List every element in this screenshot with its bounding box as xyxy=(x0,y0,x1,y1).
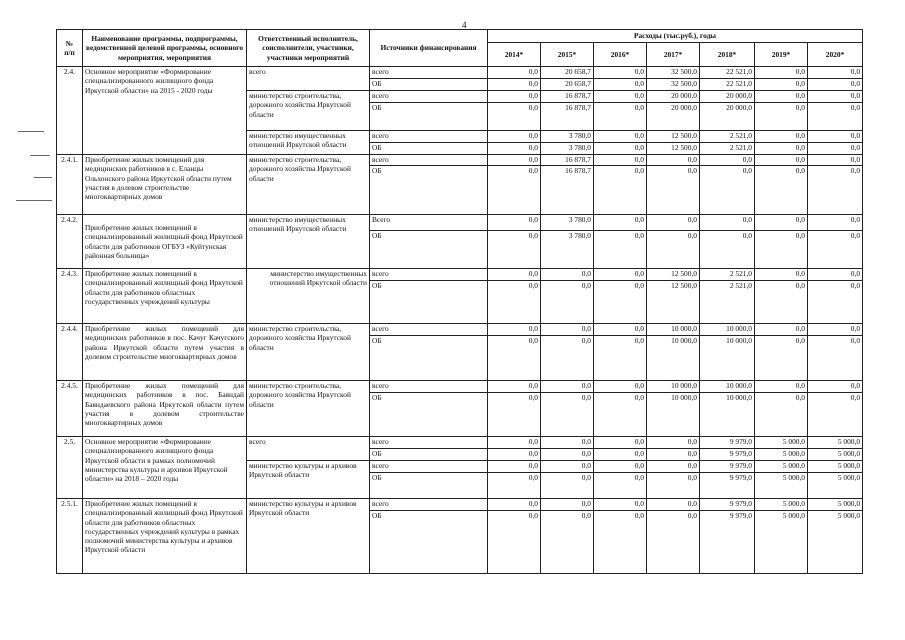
row-value: 20 000,0 xyxy=(700,103,755,131)
row-value: 20 000,0 xyxy=(700,91,755,103)
table-row xyxy=(57,381,863,393)
row-source: всего xyxy=(370,324,488,336)
row-source: всего xyxy=(370,461,488,473)
row-value: 0,0 xyxy=(808,381,863,393)
row-value: 0,0 xyxy=(594,67,647,79)
row-value: 0,0 xyxy=(488,231,541,269)
row-value: 0,0 xyxy=(594,381,647,393)
row-value: 0,0 xyxy=(594,461,647,473)
row-value: 0,0 xyxy=(755,143,808,155)
row-value: 0,0 xyxy=(594,511,647,574)
row-value: 0,0 xyxy=(488,449,541,461)
row-value: 10 000,0 xyxy=(700,381,755,393)
row-name: Приобретение жилых помещений для медицинских работников в пос. Баяндай Баяндаевского района Иркутской области путем участия в долевом строительстве многоквартирных домов xyxy=(83,381,247,437)
row-value: 5 000,0 xyxy=(808,499,863,511)
row-value: 3 780,0 xyxy=(541,215,594,231)
row-source: ОБ xyxy=(370,393,488,437)
header-executor: Ответственный исполнитель, соисполнители, участники, участники мероприятий xyxy=(247,30,370,67)
row-value: 0,0 xyxy=(488,103,541,131)
row-value: 0,0 xyxy=(647,231,700,269)
row-value: 0,0 xyxy=(647,499,700,511)
row-value: 10 000,0 xyxy=(700,336,755,381)
row-source: всего xyxy=(370,381,488,393)
row-source: ОБ xyxy=(370,103,488,131)
row-value: 12 500,0 xyxy=(647,269,700,281)
row-value: 0,0 xyxy=(488,155,541,166)
row-source: ОБ xyxy=(370,281,488,324)
row-value: 0,0 xyxy=(808,215,863,231)
row-value: 16 878,7 xyxy=(541,166,594,215)
row-value: 10 000,0 xyxy=(647,336,700,381)
row-name: Основное мероприятие «Формирование специализированного жилищного фонда Иркутской области» на 2015 - 2020 годы xyxy=(83,67,247,155)
row-value: 0,0 xyxy=(541,393,594,437)
row-name: Приобретение жилых помещений для медицинских работников в пос. Качуг Качугского района Иркутской области путем участия в долевом строительстве многоквартирных домов xyxy=(83,324,247,381)
row-value: 0,0 xyxy=(808,155,863,166)
row-value: 12 500,0 xyxy=(647,131,700,143)
row-value: 0,0 xyxy=(541,381,594,393)
table-row xyxy=(57,437,863,449)
row-name: Приобретение жилых помещений в специализированный жилищный фонд Иркутской области для работников ОГБУЗ «Куйтунская районная больница» xyxy=(83,215,247,269)
table-row xyxy=(57,324,863,336)
row-value: 5 000,0 xyxy=(755,449,808,461)
row-value: 0,0 xyxy=(594,449,647,461)
row-value: 0,0 xyxy=(755,336,808,381)
row-value: 20 658,7 xyxy=(541,79,594,91)
table-row xyxy=(57,269,863,281)
header-expenses: Расходы (тыс.руб.), годы xyxy=(488,30,863,43)
row-value: 10 000,0 xyxy=(647,381,700,393)
row-name: Приобретение жилых помещений в специализированный жилищный фонд Иркутской области для работников областных государственных учреждений культуры xyxy=(83,269,247,324)
row-value: 0,0 xyxy=(808,67,863,79)
row-source: всего xyxy=(370,91,488,103)
row-source: всего xyxy=(370,131,488,143)
row-value: 0,0 xyxy=(755,166,808,215)
row-value: 9 979,0 xyxy=(700,511,755,574)
row-value: 0,0 xyxy=(488,473,541,499)
row-value: 0,0 xyxy=(488,381,541,393)
row-value: 0,0 xyxy=(594,103,647,131)
row-value: 0,0 xyxy=(808,269,863,281)
row-value: 0,0 xyxy=(594,437,647,449)
row-value: 0,0 xyxy=(594,215,647,231)
row-value: 0,0 xyxy=(755,269,808,281)
row-value: 0,0 xyxy=(594,131,647,143)
row-value: 0,0 xyxy=(755,215,808,231)
year-header: 2019* xyxy=(755,43,808,67)
header-source: Источники финансирования xyxy=(370,30,488,67)
row-executor: министерство строительства, дорожного хозяйства Иркутской области xyxy=(247,324,370,381)
row-value: 0,0 xyxy=(594,231,647,269)
row-executor: всего xyxy=(247,67,370,91)
row-executor: министерство строительства, дорожного хозяйства Иркутской области xyxy=(247,155,370,215)
row-value: 0,0 xyxy=(755,155,808,166)
row-value: 22 521,0 xyxy=(700,79,755,91)
row-value: 32 500,0 xyxy=(647,79,700,91)
row-value: 0,0 xyxy=(594,499,647,511)
row-value: 32 500,0 xyxy=(647,67,700,79)
row-value: 0,0 xyxy=(594,79,647,91)
row-source: всего xyxy=(370,437,488,449)
row-value: 0,0 xyxy=(488,437,541,449)
row-value: 0,0 xyxy=(647,511,700,574)
year-header: 2016* xyxy=(594,43,647,67)
row-value: 9 979,0 xyxy=(700,437,755,449)
row-value: 0,0 xyxy=(808,131,863,143)
row-value: 0,0 xyxy=(808,324,863,336)
row-value: 0,0 xyxy=(541,499,594,511)
row-value: 0,0 xyxy=(755,67,808,79)
row-value: 0,0 xyxy=(594,269,647,281)
row-value: 0,0 xyxy=(541,281,594,324)
row-value: 9 979,0 xyxy=(700,473,755,499)
row-code: 2.5.1. xyxy=(57,499,83,574)
row-source: ОБ xyxy=(370,231,488,269)
row-value: 0,0 xyxy=(594,166,647,215)
row-value: 0,0 xyxy=(700,155,755,166)
row-value: 0,0 xyxy=(700,231,755,269)
row-executor: министерство строительства, дорожного хозяйства Иркутской области xyxy=(247,381,370,437)
year-header: 2014* xyxy=(488,43,541,67)
row-value: 10 000,0 xyxy=(647,393,700,437)
row-value: 20 000,0 xyxy=(647,91,700,103)
row-value: 20 000,0 xyxy=(647,103,700,131)
row-value: 0,0 xyxy=(488,91,541,103)
row-value: 20 658,7 xyxy=(541,67,594,79)
row-value: 0,0 xyxy=(488,67,541,79)
year-header: 2015* xyxy=(541,43,594,67)
row-name: Приобретение жилых помещений для медицинских работников в с. Еланцы Ольхонского района Иркутской области путем участия в долевом строительстве многоквартирных домов xyxy=(83,155,247,215)
header-no: № п/п xyxy=(57,30,83,67)
row-value: 0,0 xyxy=(488,131,541,143)
row-value: 0,0 xyxy=(755,281,808,324)
row-value: 0,0 xyxy=(541,511,594,574)
table-row xyxy=(57,215,863,231)
year-header: 2018* xyxy=(700,43,755,67)
year-header: 2020* xyxy=(808,43,863,67)
row-value: 0,0 xyxy=(808,103,863,131)
row-name: Основное мероприятие «Формирование специализированного жилищного фонда Иркутской области в рамках полномочий министерства культуры и архивов Иркутской области» на 2018 – 2020 годы xyxy=(83,437,247,499)
row-value: 0,0 xyxy=(755,103,808,131)
row-executor: министерство культуры и архивов Иркутской области xyxy=(247,461,370,499)
row-value: 0,0 xyxy=(488,511,541,574)
row-value: 0,0 xyxy=(700,166,755,215)
row-value: 0,0 xyxy=(594,281,647,324)
row-code: 2.4.3. xyxy=(57,269,83,324)
row-value: 0,0 xyxy=(541,449,594,461)
row-value: 0,0 xyxy=(755,393,808,437)
row-value: 9 979,0 xyxy=(700,461,755,473)
row-value: 5 000,0 xyxy=(808,511,863,574)
row-value: 5 000,0 xyxy=(755,461,808,473)
row-value: 16 878,7 xyxy=(541,155,594,166)
page-number: 4 xyxy=(462,20,467,30)
row-value: 0,0 xyxy=(488,393,541,437)
row-value: 12 500,0 xyxy=(647,143,700,155)
row-value: 0,0 xyxy=(488,461,541,473)
row-value: 0,0 xyxy=(647,215,700,231)
row-value: 0,0 xyxy=(647,473,700,499)
row-source: ОБ xyxy=(370,336,488,381)
row-value: 10 000,0 xyxy=(700,393,755,437)
row-source: ОБ xyxy=(370,449,488,461)
row-value: 5 000,0 xyxy=(755,437,808,449)
row-executor: министерство имущественных отношений Иркутской области xyxy=(247,269,370,324)
row-value: 0,0 xyxy=(541,336,594,381)
row-value: 5 000,0 xyxy=(755,499,808,511)
row-value: 5 000,0 xyxy=(808,461,863,473)
row-code: 2.4. xyxy=(57,67,83,155)
row-value: 0,0 xyxy=(488,336,541,381)
row-value: 16 878,7 xyxy=(541,91,594,103)
row-value: 0,0 xyxy=(755,324,808,336)
row-value: 0,0 xyxy=(541,324,594,336)
row-value: 2 521,0 xyxy=(700,143,755,155)
row-value: 2 521,0 xyxy=(700,131,755,143)
row-value: 5 000,0 xyxy=(808,473,863,499)
row-source: Всего xyxy=(370,215,488,231)
row-value: 0,0 xyxy=(594,324,647,336)
row-source: ОБ xyxy=(370,511,488,574)
row-value: 0,0 xyxy=(488,499,541,511)
row-code: 2.4.5. xyxy=(57,381,83,437)
row-value: 0,0 xyxy=(541,461,594,473)
row-value: 0,0 xyxy=(808,231,863,269)
row-source: всего xyxy=(370,499,488,511)
row-code: 2.4.2. xyxy=(57,215,83,269)
row-value: 0,0 xyxy=(488,281,541,324)
row-value: 0,0 xyxy=(594,91,647,103)
row-value: 9 979,0 xyxy=(700,499,755,511)
row-value: 0,0 xyxy=(647,437,700,449)
row-value: 0,0 xyxy=(541,473,594,499)
row-value: 9 979,0 xyxy=(700,449,755,461)
row-value: 0,0 xyxy=(808,336,863,381)
row-executor: министерство имущественных отношений Иркутской области xyxy=(247,131,370,155)
row-value: 5 000,0 xyxy=(755,473,808,499)
row-source: всего xyxy=(370,67,488,79)
row-value: 0,0 xyxy=(488,166,541,215)
row-value: 0,0 xyxy=(488,215,541,231)
row-value: 0,0 xyxy=(808,91,863,103)
row-value: 0,0 xyxy=(755,231,808,269)
table-row xyxy=(57,155,863,166)
row-value: 2 521,0 xyxy=(700,269,755,281)
row-value: 0,0 xyxy=(808,79,863,91)
row-value: 5 000,0 xyxy=(808,437,863,449)
row-value: 0,0 xyxy=(488,269,541,281)
row-value: 0,0 xyxy=(541,269,594,281)
row-value: 16 878,7 xyxy=(541,103,594,131)
row-executor: министерство строительства, дорожного хозяйства Иркутской области xyxy=(247,91,370,131)
row-source: ОБ xyxy=(370,79,488,91)
row-value: 0,0 xyxy=(541,437,594,449)
row-code: 2.4.4. xyxy=(57,324,83,381)
row-code: 2.5. xyxy=(57,437,83,499)
row-value: 0,0 xyxy=(755,91,808,103)
row-value: 0,0 xyxy=(808,166,863,215)
row-value: 0,0 xyxy=(647,166,700,215)
row-executor: министерство культуры и архивов Иркутской области xyxy=(247,499,370,574)
expenses-table xyxy=(56,29,863,574)
row-executor: всего xyxy=(247,437,370,461)
row-value: 3 780,0 xyxy=(541,231,594,269)
row-value: 0,0 xyxy=(755,131,808,143)
row-source: всего xyxy=(370,269,488,281)
row-value: 5 000,0 xyxy=(808,449,863,461)
row-code: 2.4.1. xyxy=(57,155,83,215)
year-header: 2017* xyxy=(647,43,700,67)
row-source: ОБ xyxy=(370,143,488,155)
row-executor: министерство имущественных отношений Иркутской области xyxy=(247,215,370,269)
row-value: 0,0 xyxy=(755,79,808,91)
row-value: 3 780,0 xyxy=(541,131,594,143)
row-value: 0,0 xyxy=(488,79,541,91)
table-row xyxy=(57,499,863,511)
row-value: 12 500,0 xyxy=(647,281,700,324)
table-row xyxy=(57,67,863,79)
row-value: 2 521,0 xyxy=(700,281,755,324)
row-value: 0,0 xyxy=(594,473,647,499)
row-value: 10 000,0 xyxy=(647,324,700,336)
row-source: всего xyxy=(370,155,488,166)
row-value: 0,0 xyxy=(808,281,863,324)
row-value: 0,0 xyxy=(594,393,647,437)
row-name: Приобретение жилых помещений в специализированный жилищный фонд Иркутской области для работников областных государственных учреждений культуры в рамках полномочий министерства культуры и архивов Иркутской области xyxy=(83,499,247,574)
row-value: 0,0 xyxy=(594,336,647,381)
row-value: 10 000,0 xyxy=(700,324,755,336)
row-source: ОБ xyxy=(370,166,488,215)
row-value: 0,0 xyxy=(647,155,700,166)
row-value: 0,0 xyxy=(488,324,541,336)
row-value: 0,0 xyxy=(808,143,863,155)
row-value: 0,0 xyxy=(594,143,647,155)
header-name: Наименование программы, подпрограммы, ведомственной целевой программы, основного мероприятия, мероприятия xyxy=(83,30,247,67)
row-value: 0,0 xyxy=(647,449,700,461)
row-value: 0,0 xyxy=(700,215,755,231)
row-value: 5 000,0 xyxy=(755,511,808,574)
row-value: 0,0 xyxy=(647,461,700,473)
row-value: 0,0 xyxy=(488,143,541,155)
row-source: ОБ xyxy=(370,473,488,499)
row-value: 0,0 xyxy=(808,393,863,437)
row-value: 0,0 xyxy=(755,381,808,393)
row-value: 3 780,0 xyxy=(541,143,594,155)
row-value: 22 521,0 xyxy=(700,67,755,79)
row-value: 0,0 xyxy=(594,155,647,166)
